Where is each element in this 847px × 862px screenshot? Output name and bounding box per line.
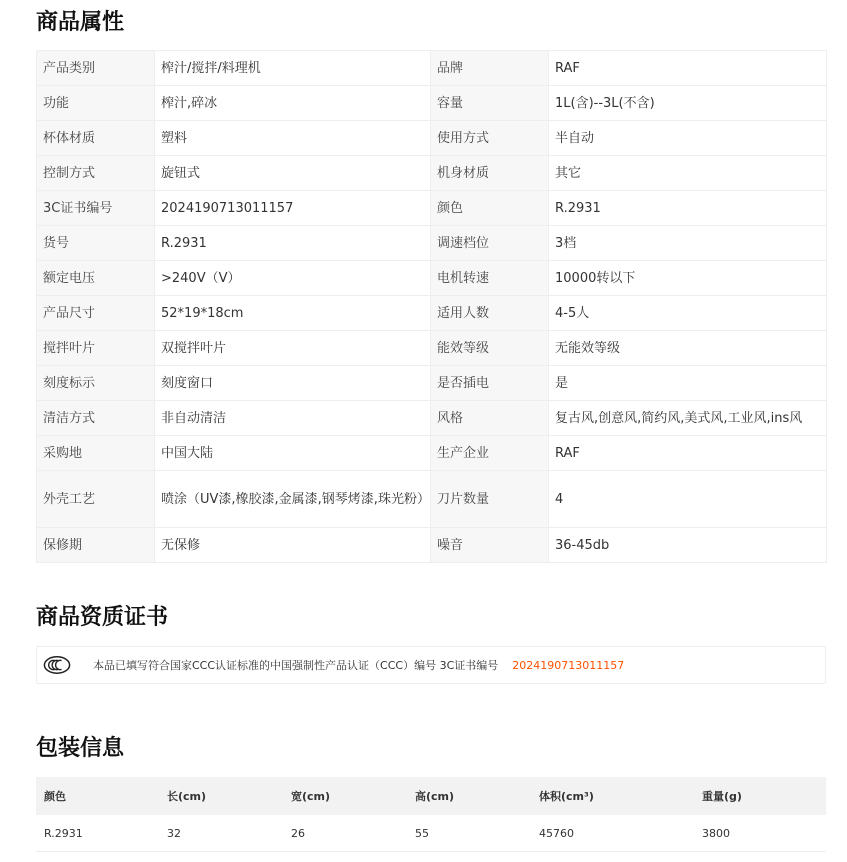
attribute-row (37, 401, 827, 436)
attribute-key: 能效等级 (431, 331, 549, 366)
certificate-box (36, 646, 826, 684)
packaging-header-cell: 颜色 (36, 777, 159, 815)
attribute-row (37, 331, 827, 366)
attribute-row (37, 51, 827, 86)
attribute-value: 2024190713011157 (155, 191, 431, 226)
attribute-key: 清洁方式 (37, 401, 155, 436)
attribute-row (37, 366, 827, 401)
attribute-key: 是否插电 (431, 366, 549, 401)
attribute-value: 榨汁,碎冰 (155, 86, 431, 121)
attribute-value: 复古风,创意风,简约风,美式风,工业风,ins风 (549, 401, 827, 436)
attribute-key: 噪音 (431, 528, 549, 563)
packaging-header-row (36, 777, 826, 815)
attribute-row (37, 86, 827, 121)
attribute-value: 无保修 (155, 528, 431, 563)
packaging-table (36, 777, 826, 852)
attribute-row (37, 296, 827, 331)
attribute-key: 电机转速 (431, 261, 549, 296)
attribute-value: 其它 (549, 156, 827, 191)
attribute-row (37, 191, 827, 226)
attribute-row (37, 471, 827, 528)
attribute-value: 刻度窗口 (155, 366, 431, 401)
attribute-key: 搅拌叶片 (37, 331, 155, 366)
attribute-key: 外壳工艺 (37, 471, 155, 528)
attribute-value: 塑料 (155, 121, 431, 156)
attribute-key: 3C证书编号 (37, 191, 155, 226)
attribute-row (37, 226, 827, 261)
packaging-cell: R.2931 (36, 815, 159, 852)
attribute-value: 无能效等级 (549, 331, 827, 366)
attribute-key: 适用人数 (431, 296, 549, 331)
packaging-cell: 3800 (694, 815, 826, 852)
attribute-value: 52*19*18cm (155, 296, 431, 331)
attribute-value: 是 (549, 366, 827, 401)
attribute-key: 额定电压 (37, 261, 155, 296)
attribute-key: 保修期 (37, 528, 155, 563)
attribute-row (37, 436, 827, 471)
attribute-key: 机身材质 (431, 156, 549, 191)
attribute-value: 4 (549, 471, 827, 528)
attribute-value: 3档 (549, 226, 827, 261)
attribute-key: 生产企业 (431, 436, 549, 471)
certificate-number: 2024190713011157 (512, 658, 625, 672)
packaging-cell: 45760 (531, 815, 694, 852)
attributes-section-title: 商品属性 (36, 10, 125, 35)
attribute-key: 刀片数量 (431, 471, 549, 528)
attribute-key: 容量 (431, 86, 549, 121)
attribute-key: 采购地 (37, 436, 155, 471)
attribute-value: 半自动 (549, 121, 827, 156)
attribute-key: 功能 (37, 86, 155, 121)
attribute-value: R.2931 (155, 226, 431, 261)
attribute-key: 颜色 (431, 191, 549, 226)
attribute-value: 10000转以下 (549, 261, 827, 296)
attribute-key: 杯体材质 (37, 121, 155, 156)
attribute-value: RAF (549, 436, 827, 471)
attribute-row (37, 156, 827, 191)
certificate-text: 本品已填写符合国家CCC认证标准的中国强制性产品认证（CCC）编号 3C证书编号 (93, 659, 499, 672)
attribute-value: 非自动清洁 (155, 401, 431, 436)
packaging-header-cell: 高(cm) (407, 777, 531, 815)
attribute-value: >240V（V） (155, 261, 431, 296)
attribute-key: 风格 (431, 401, 549, 436)
attribute-value: 榨汁/搅拌/料理机 (155, 51, 431, 86)
packaging-cell: 32 (159, 815, 283, 852)
attribute-row (37, 121, 827, 156)
attribute-value: 36-45db (549, 528, 827, 563)
attribute-key: 货号 (37, 226, 155, 261)
attribute-key: 产品类别 (37, 51, 155, 86)
attribute-value: 1L(含)--3L(不含) (549, 86, 827, 121)
certificate-section-title: 商品资质证书 (36, 605, 169, 630)
packaging-header-cell: 重量(g) (694, 777, 826, 815)
packaging-header-cell: 长(cm) (159, 777, 283, 815)
attribute-value: 喷涂（UV漆,橡胶漆,金属漆,钢琴烤漆,珠光粉） (155, 471, 431, 528)
attribute-key: 控制方式 (37, 156, 155, 191)
attribute-key: 刻度标示 (37, 366, 155, 401)
ccc-logo-icon (43, 654, 71, 676)
attribute-value: R.2931 (549, 191, 827, 226)
packaging-cell: 26 (283, 815, 407, 852)
attribute-value: 旋钮式 (155, 156, 431, 191)
attribute-value: 中国大陆 (155, 436, 431, 471)
attribute-key: 产品尺寸 (37, 296, 155, 331)
attribute-value: 4-5人 (549, 296, 827, 331)
packaging-section-title: 包装信息 (36, 736, 125, 761)
packaging-cell: 55 (407, 815, 531, 852)
packaging-header-cell: 宽(cm) (283, 777, 407, 815)
attributes-table (36, 50, 827, 563)
attribute-key: 调速档位 (431, 226, 549, 261)
attribute-key: 品牌 (431, 51, 549, 86)
attribute-row (37, 261, 827, 296)
packaging-header-cell: 体积(cm³) (531, 777, 694, 815)
attribute-value: RAF (549, 51, 827, 86)
attribute-row (37, 528, 827, 563)
attribute-key: 使用方式 (431, 121, 549, 156)
attribute-value: 双搅拌叶片 (155, 331, 431, 366)
packaging-row (36, 815, 826, 852)
